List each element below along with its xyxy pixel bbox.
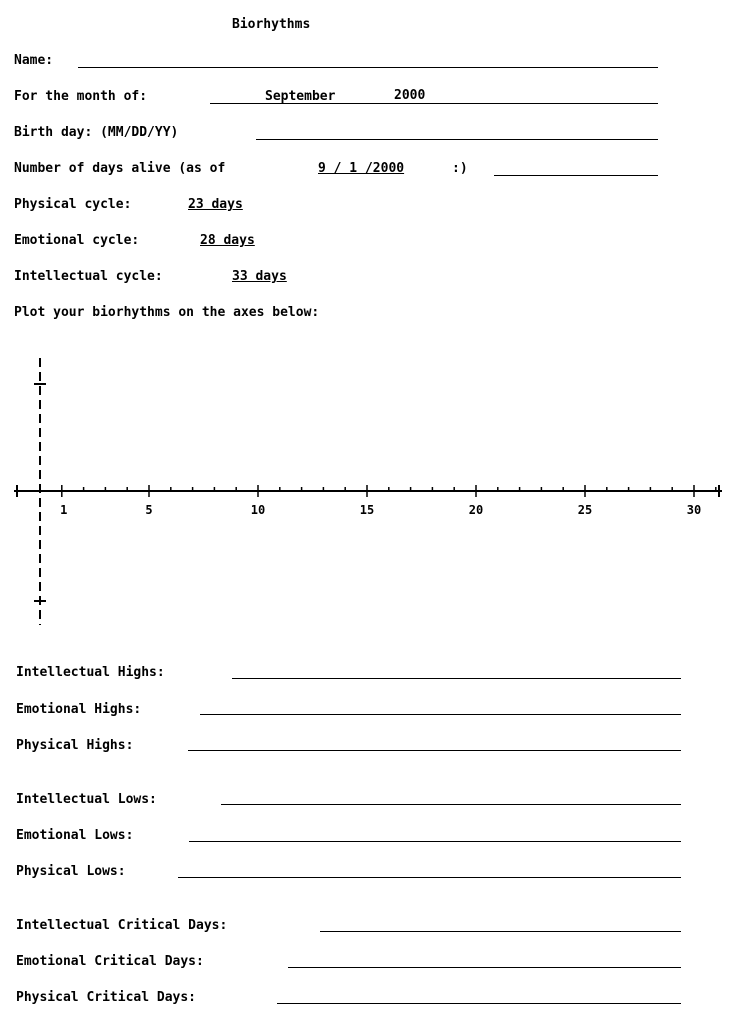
birthday-label: Birth day: (MM/DD/YY): [14, 125, 179, 140]
intellectual-cycle-label: Intellectual cycle:: [14, 269, 163, 284]
intellectual-lows-field[interactable]: [221, 804, 681, 805]
physical-highs-label: Physical Highs:: [16, 738, 134, 753]
intellectual-highs-field[interactable]: [232, 678, 681, 679]
emotional-lows-label: Emotional Lows:: [16, 828, 134, 843]
physical-critical-label: Physical Critical Days:: [16, 990, 197, 1005]
intellectual-lows-label: Intellectual Lows:: [16, 792, 157, 807]
plot-instruction: Plot your biorhythms on the axes below:: [14, 305, 320, 320]
x-tick-label-10: 10: [250, 503, 266, 517]
x-tick-label-25: 25: [577, 503, 593, 517]
x-tick-label-15: 15: [359, 503, 375, 517]
physical-lows-label: Physical Lows:: [16, 864, 126, 879]
year-value: 2000: [394, 88, 426, 103]
emotional-critical-label: Emotional Critical Days:: [16, 954, 204, 969]
x-tick-label-20: 20: [468, 503, 484, 517]
physical-cycle-value: 23 days: [188, 197, 243, 212]
days-alive-close: :): [452, 161, 468, 176]
intellectual-critical-label: Intellectual Critical Days:: [16, 918, 228, 933]
month-value: September: [265, 89, 336, 104]
emotional-critical-field[interactable]: [288, 967, 681, 968]
month-label: For the month of:: [14, 89, 148, 104]
emotional-cycle-label: Emotional cycle:: [14, 233, 140, 248]
physical-critical-field[interactable]: [277, 1003, 681, 1004]
intellectual-highs-label: Intellectual Highs:: [16, 665, 165, 680]
emotional-highs-field[interactable]: [200, 714, 681, 715]
days-alive-date: 9 / 1 /2000: [318, 161, 405, 176]
name-label: Name:: [14, 53, 54, 68]
emotional-lows-field[interactable]: [189, 841, 681, 842]
x-tick-label-30: 30: [686, 503, 702, 517]
emotional-cycle-value: 28 days: [200, 233, 255, 248]
intellectual-critical-field[interactable]: [320, 931, 681, 932]
physical-cycle-label: Physical cycle:: [14, 197, 132, 212]
emotional-highs-label: Emotional Highs:: [16, 702, 142, 717]
physical-highs-field[interactable]: [188, 750, 681, 751]
page-title: Biorhythms: [232, 17, 311, 32]
physical-lows-field[interactable]: [178, 877, 681, 878]
x-tick-label-1: 1: [60, 503, 68, 517]
intellectual-cycle-value: 33 days: [232, 269, 287, 284]
x-tick-label-5: 5: [145, 503, 153, 517]
days-alive-label: Number of days alive (as of: [14, 161, 226, 176]
